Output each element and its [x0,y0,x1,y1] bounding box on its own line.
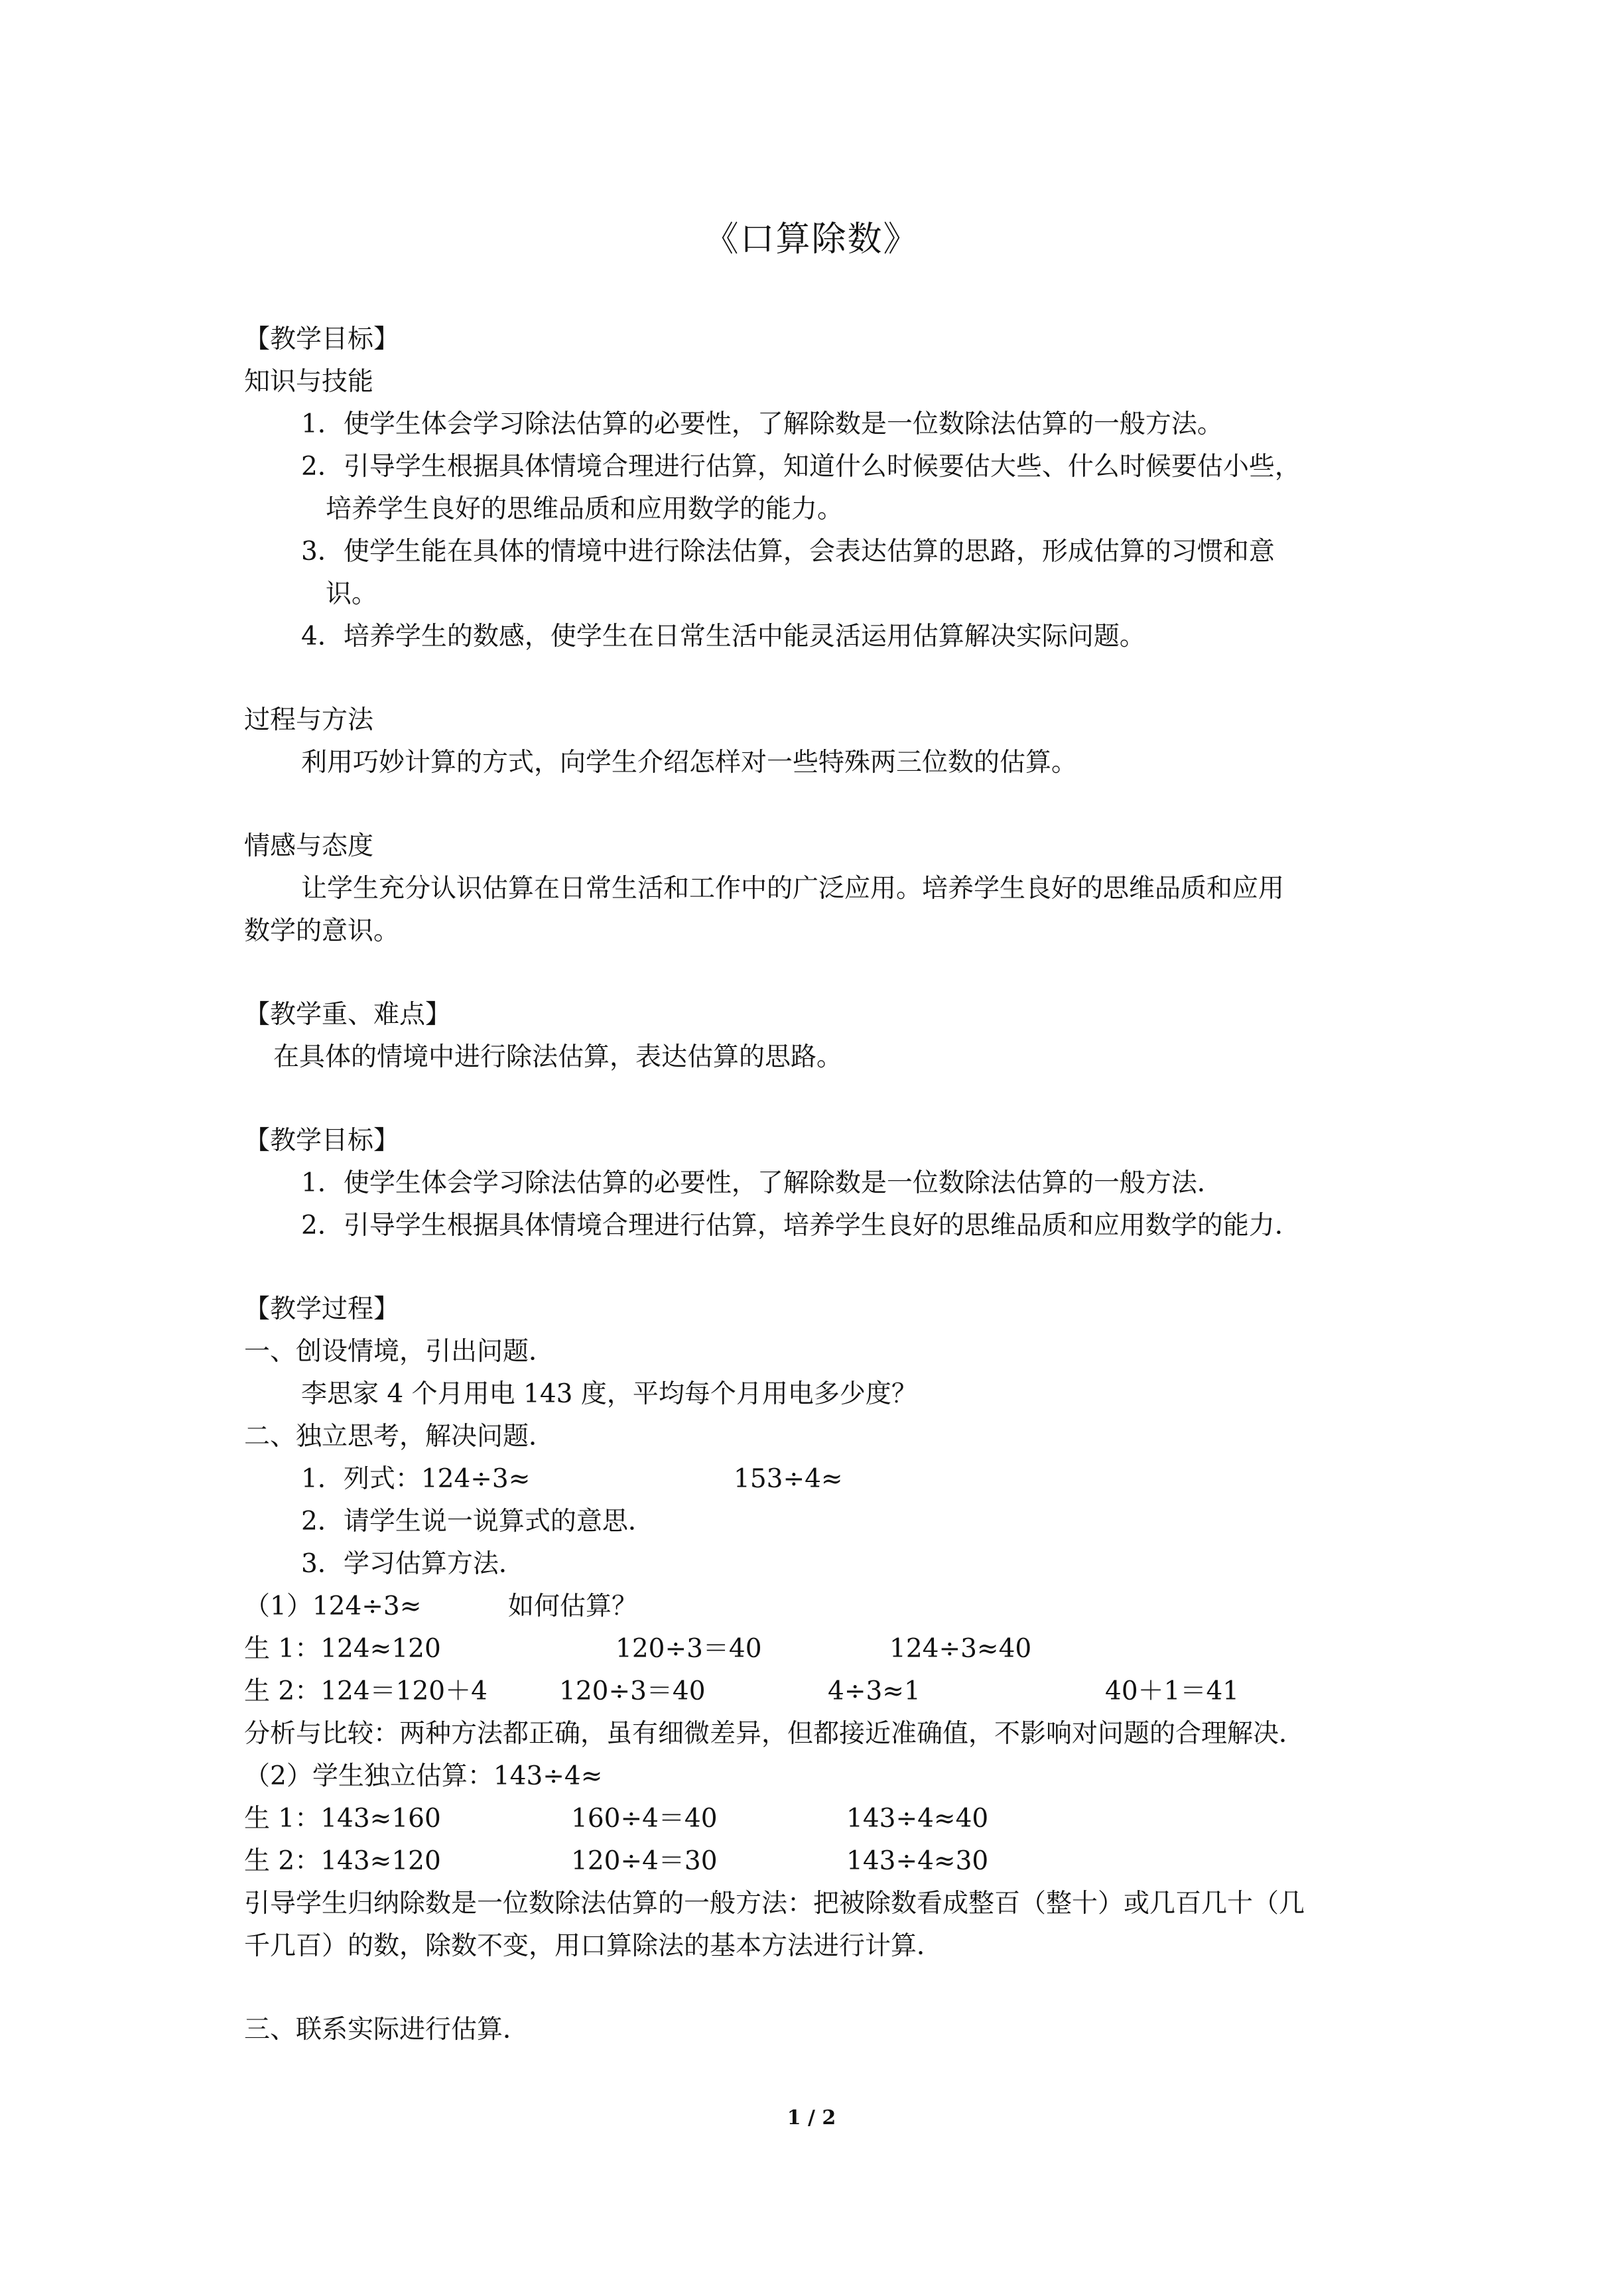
paragraph: 让学生充分认识估算在日常生活和工作中的广泛应用。培养学生良好的思维品质和应用 [301,874,1285,904]
step-heading: 二、独立思考，解决问题． [244,1422,555,1452]
formula: 4÷3≈1 [828,1676,921,1706]
section-heading: 【教学目标】 [244,324,400,354]
formula: 143÷4≈40 [846,1804,989,1834]
list-item: 4．培养学生的数感，使学生在日常生活中能灵活运用估算解决实际问题。 [301,622,1145,651]
paragraph-continuation: 千几百）的数，除数不变，用口算除法的基本方法进行计算． [244,1931,943,1961]
text: 如何估算？ [508,1591,638,1621]
formula: 120÷3＝40 [559,1676,706,1706]
subheading: 情感与态度 [244,831,374,861]
list-item: 2．引导学生根据具体情境合理进行估算，培养学生良好的思维品质和应用数学的能力． [301,1211,1301,1241]
list-item: 1．使学生体会学习除法估算的必要性，了解除数是一位数除法估算的一般方法。 [301,409,1223,439]
formula: （1）124÷3≈ [244,1591,422,1621]
paragraph: 引导学生归纳除数是一位数除法估算的一般方法：把被除数看成整百（整十）或几百几十（几 [244,1889,1305,1919]
list-item: 3．学习估算方法． [301,1549,525,1579]
list-item-continuation: 培养学生良好的思维品质和应用数学的能力。 [326,494,844,524]
formula-line [244,1670,1385,1713]
paragraph-continuation: 数学的意识。 [244,916,400,946]
document-body [244,318,1385,2051]
formula-line [244,1628,1385,1670]
list-item: 1．使学生体会学习除法估算的必要性，了解除数是一位数除法估算的一般方法． [301,1168,1223,1198]
step-heading: 三、联系实际进行估算． [244,2015,529,2045]
paragraph: 利用巧妙计算的方式，向学生介绍怎样对一些特殊两三位数的估算。 [301,748,1078,777]
list-item: 3．使学生能在具体的情境中进行除法估算，会表达估算的思路，形成估算的习惯和意 [301,537,1275,567]
paragraph: 分析与比较：两种方法都正确，虽有细微差异，但都接近准确值，不影响对问题的合理解决． [244,1719,1305,1749]
subheading: 知识与技能 [244,367,374,397]
list-item: 2．引导学生根据具体情境合理进行估算，知道什么时候要估大些、什么时候要估小些， [301,452,1301,482]
formula-line [244,1458,1385,1501]
formula: 40＋1＝41 [1105,1676,1240,1706]
formula-line [244,1798,1385,1840]
formula: 生 2：143≈120 [244,1846,441,1876]
formula-line [244,1840,1385,1883]
subheading: 过程与方法 [244,705,374,735]
formula-line [244,1586,1385,1628]
formula: 124÷3≈40 [889,1634,1032,1664]
document-title: 《口算除数》 [704,220,919,259]
formula: 生 1：143≈160 [244,1804,441,1834]
formula: 153÷4≈ [734,1464,843,1494]
page-number: 1 / 2 [787,2106,836,2129]
list-item: 2．请学生说一说算式的意思． [301,1507,654,1536]
paragraph: 李思家 4 个月用电 143 度，平均每个月用电多少度？ [301,1379,917,1409]
step-heading: 一、创设情境，引出问题． [244,1337,555,1367]
paragraph: 在具体的情境中进行除法估算，表达估算的思路。 [273,1042,843,1072]
formula: 143÷4≈30 [846,1846,989,1876]
formula: 160÷4＝40 [571,1804,718,1834]
section-heading: 【教学过程】 [244,1294,400,1324]
list-item-continuation: 识。 [326,579,378,609]
formula: 120÷4＝30 [571,1846,718,1876]
section-heading: 【教学重、难点】 [244,1000,452,1030]
formula: 生 2：124＝120＋4 [244,1676,487,1706]
section-heading: 【教学目标】 [244,1126,400,1156]
formula: 120÷3＝40 [616,1634,762,1664]
formula: 1．列式：124÷3≈ [301,1464,531,1494]
formula: 生 1：124≈120 [244,1634,441,1664]
formula-line: （2）学生独立估算：143÷4≈ [244,1761,603,1791]
